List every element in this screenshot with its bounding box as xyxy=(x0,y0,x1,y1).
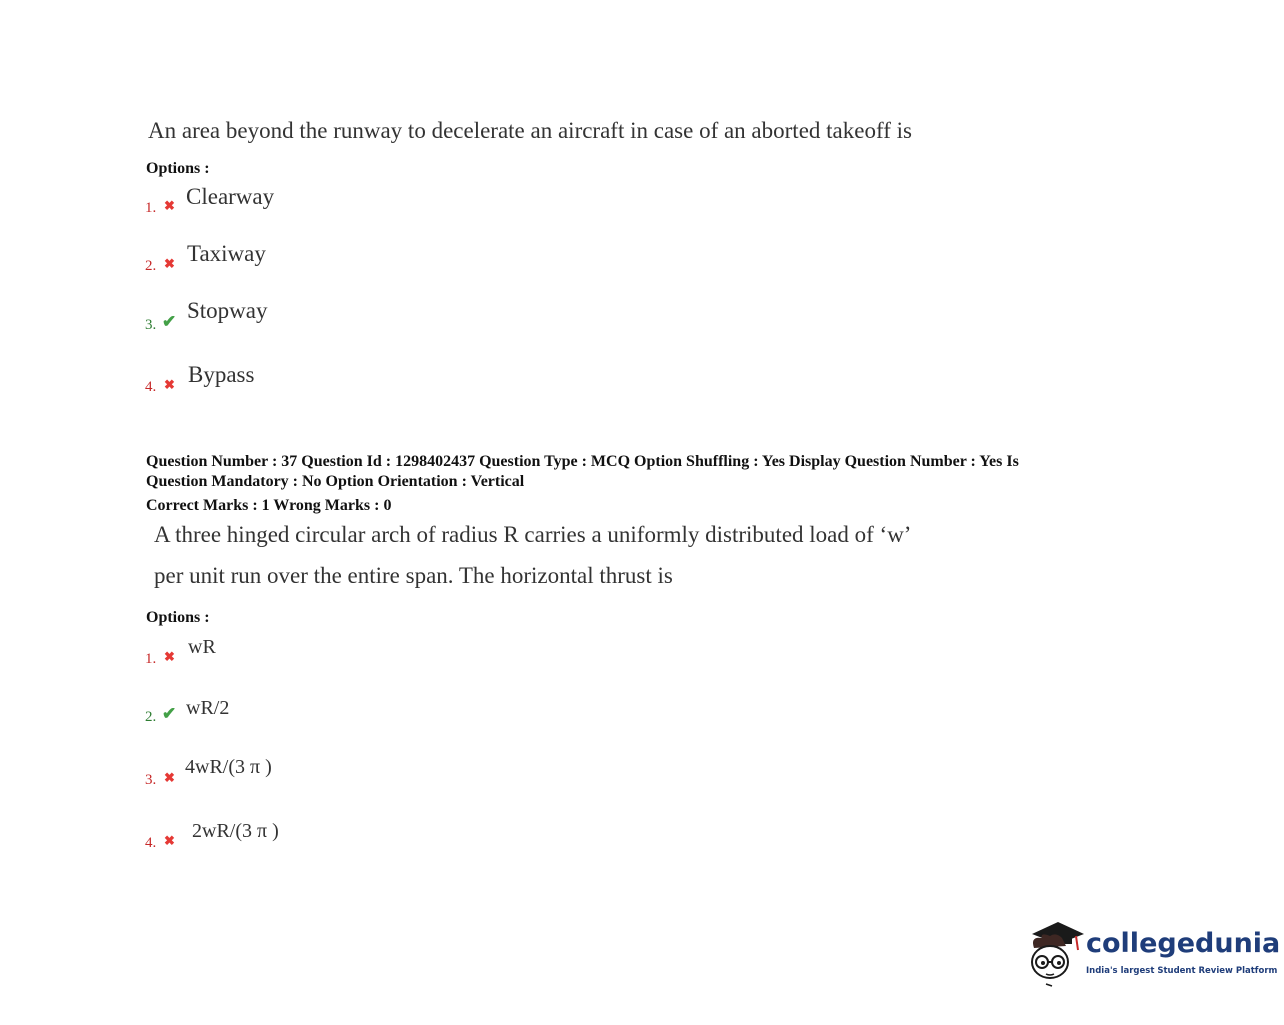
option-number: 2. xyxy=(145,709,157,725)
option-number: 4. xyxy=(145,379,157,395)
marks-info: Correct Marks : 1 Wrong Marks : 0 xyxy=(146,497,392,514)
option-number: 1. xyxy=(145,651,157,667)
option-text: wR/2 xyxy=(186,697,230,719)
option-number: 3. xyxy=(145,772,157,788)
options-label: Options : xyxy=(146,160,210,177)
option-number: 1. xyxy=(145,200,157,216)
question-meta-line: Question Mandatory : No Option Orientation : Vertical xyxy=(146,473,525,490)
options-label: Options : xyxy=(146,609,210,626)
question-text: An area beyond the runway to decelerate an aircraft in case of an aborted takeoff is xyxy=(148,118,912,143)
question-text: per unit run over the entire span. The horizontal thrust is xyxy=(154,563,673,588)
question-text: A three hinged circular arch of radius R carries a uniformly distributed load of ‘w’ xyxy=(154,522,912,547)
option-text: 4wR/(3 π ) xyxy=(185,756,272,778)
option-text: Taxiway xyxy=(187,241,266,266)
check-icon: ✔ xyxy=(162,704,177,723)
wrong-icon: ✖ xyxy=(164,377,175,392)
logo-name: collegedunia xyxy=(1086,928,1281,959)
option-number: 3. xyxy=(145,317,157,333)
option-text: Clearway xyxy=(186,184,275,209)
mascot-icon xyxy=(1026,918,1086,990)
option-number: 4. xyxy=(145,835,157,851)
logo-tagline: India's largest Student Review Platform xyxy=(1086,966,1278,976)
wrong-icon: ✖ xyxy=(164,770,175,785)
option-text: Stopway xyxy=(187,298,268,323)
wrong-icon: ✖ xyxy=(164,198,175,213)
collegedunia-logo xyxy=(1026,918,1281,990)
wrong-icon: ✖ xyxy=(164,649,175,664)
check-icon: ✔ xyxy=(162,312,177,331)
option-text: Bypass xyxy=(188,362,255,387)
option-text: wR xyxy=(188,636,216,658)
question-meta-line: Question Number : 37 Question Id : 1298402437 Question Type : MCQ Option Shuffling : Yes Display Question Number : Yes Is xyxy=(146,453,1019,470)
wrong-icon: ✖ xyxy=(164,256,175,271)
wrong-icon: ✖ xyxy=(164,833,175,848)
option-number: 2. xyxy=(145,258,157,274)
option-text: 2wR/(3 π ) xyxy=(192,820,279,842)
